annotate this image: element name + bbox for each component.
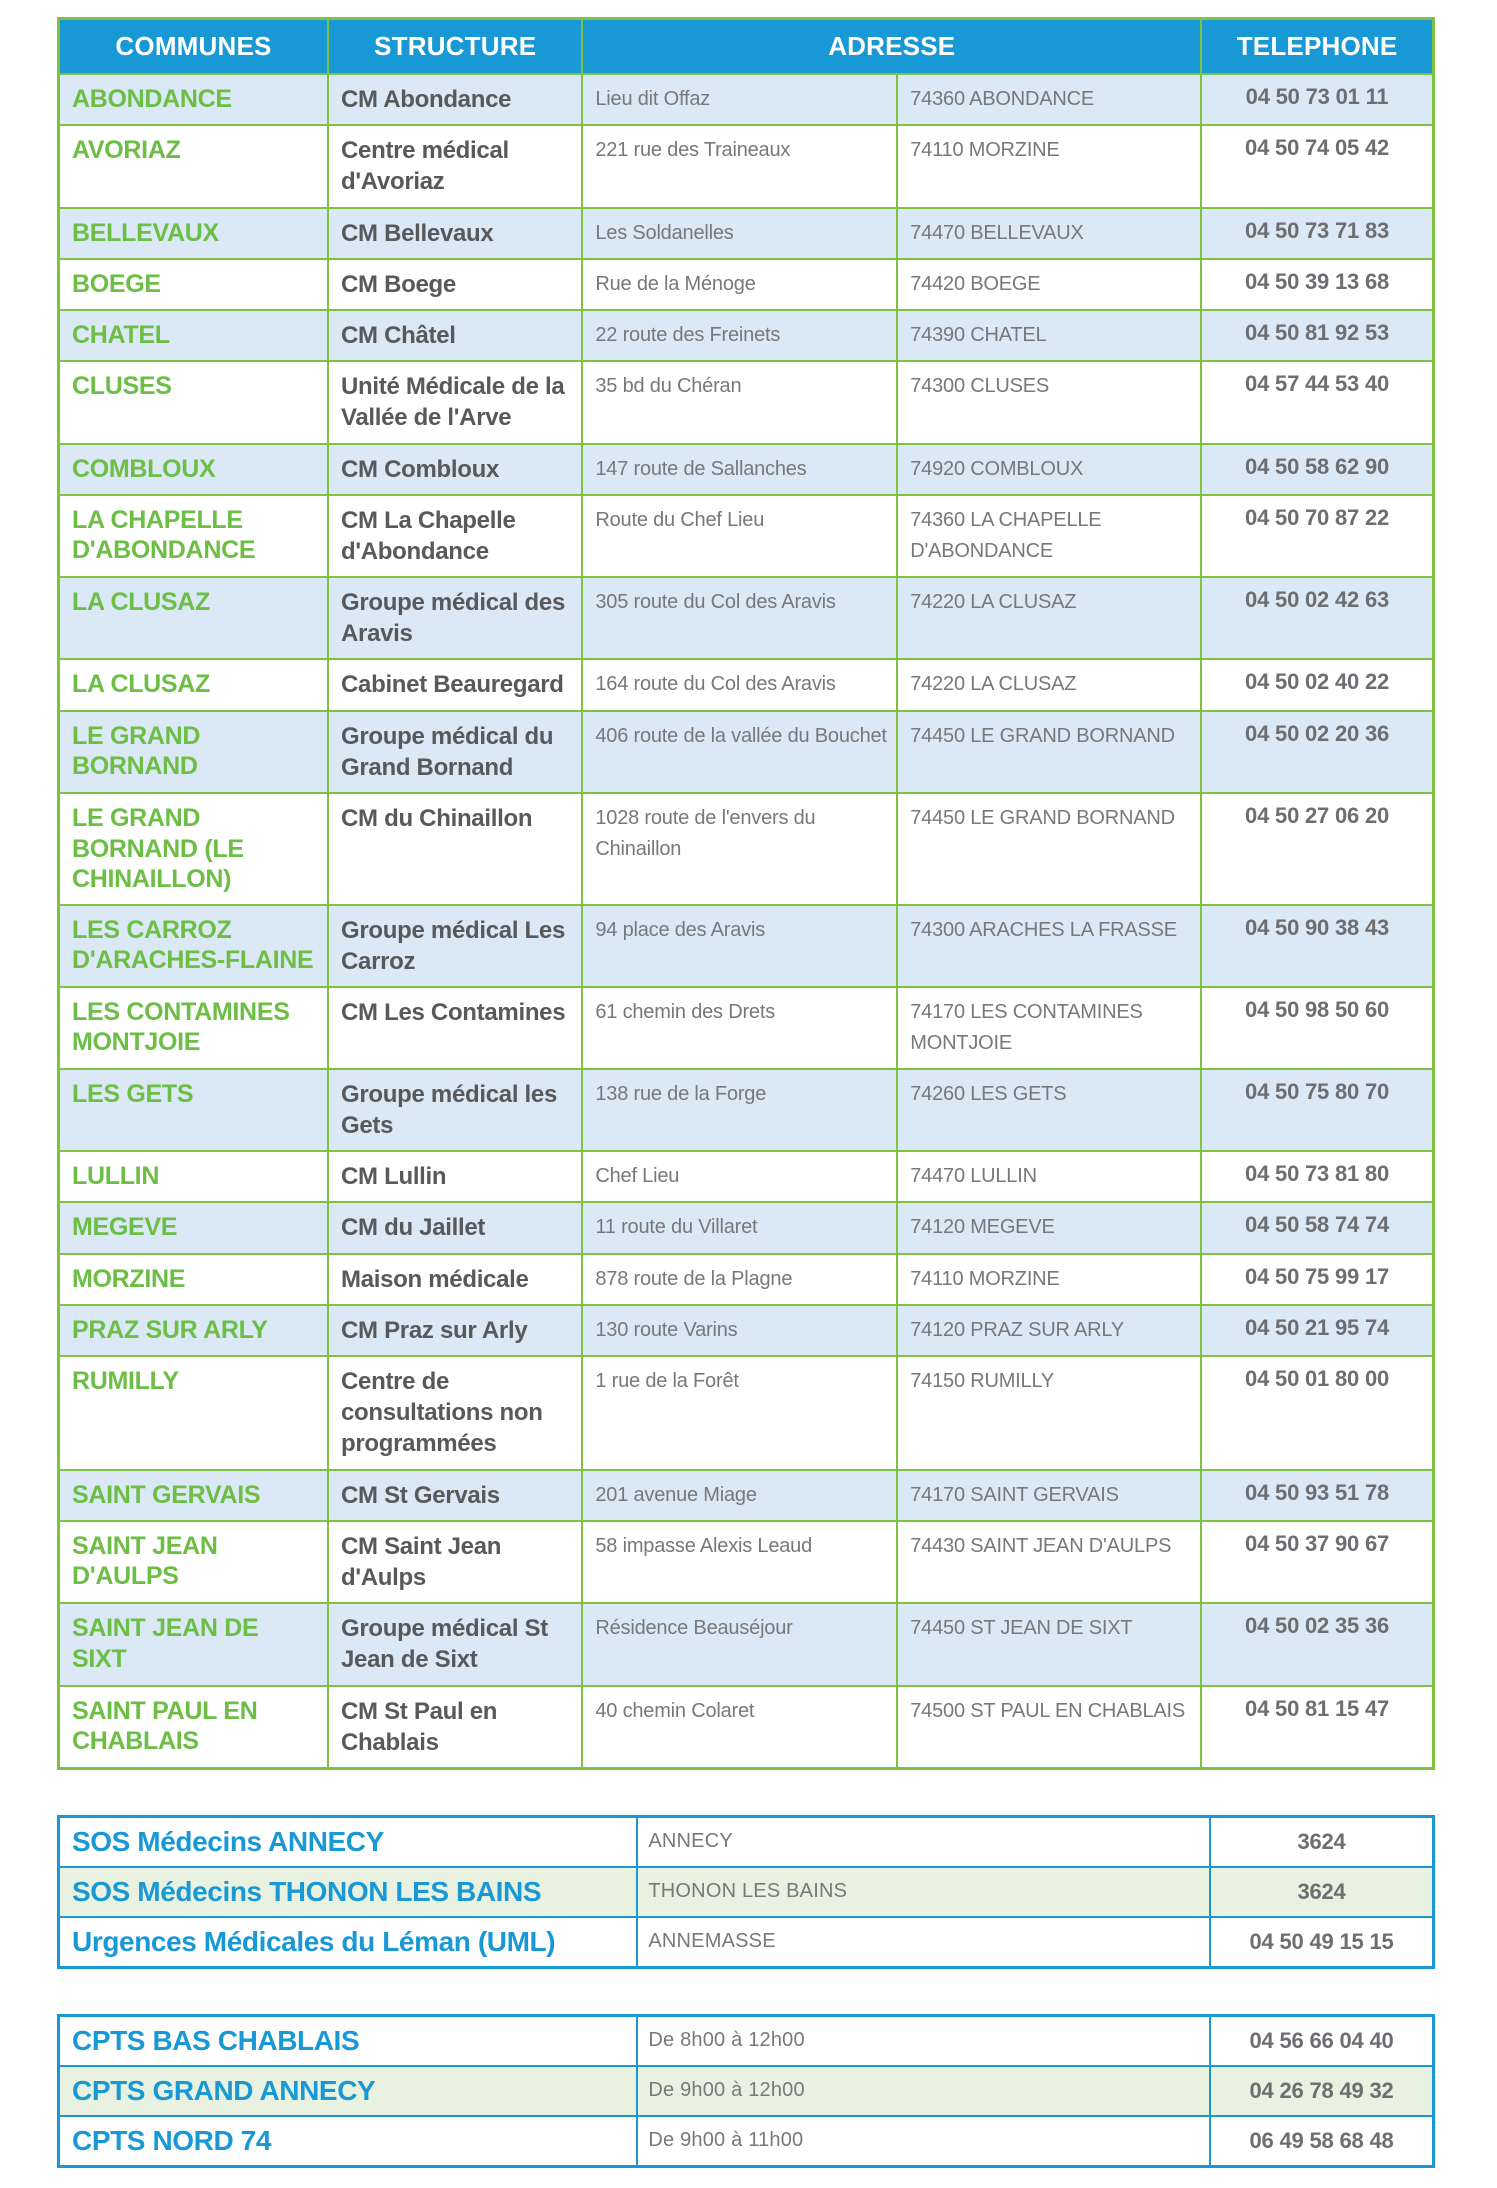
commune-cell: RUMILLY	[59, 1356, 329, 1470]
phone-cell: 04 50 58 74 74	[1201, 1202, 1433, 1253]
commune-cell: MORZINE	[59, 1254, 329, 1305]
street-cell: 130 route Varins	[582, 1305, 897, 1356]
street-cell: 221 rue des Traineaux	[582, 125, 897, 207]
commune-cell: BOEGE	[59, 259, 329, 310]
table-row	[59, 1867, 1434, 1917]
street-cell: 164 route du Col des Aravis	[582, 659, 897, 710]
phone-cell: 04 50 21 95 74	[1201, 1305, 1433, 1356]
structure-cell: Groupe médical des Aravis	[328, 577, 582, 659]
table-row	[59, 793, 1434, 905]
table-row	[59, 495, 1434, 577]
header-adresse: ADRESSE	[582, 19, 1201, 75]
org-name-cell: CPTS BAS CHABLAIS	[59, 2015, 638, 2066]
city-cell: 74390 CHATEL	[897, 310, 1201, 361]
structure-cell: Centre médical d'Avoriaz	[328, 125, 582, 207]
table-row	[59, 905, 1434, 987]
city-cell: 74470 LULLIN	[897, 1151, 1201, 1202]
structure-cell: CM du Chinaillon	[328, 793, 582, 905]
street-cell: 147 route de Sallanches	[582, 444, 897, 495]
header-structure: STRUCTURE	[328, 19, 582, 75]
structure-cell: Groupe médical St Jean de Sixt	[328, 1603, 582, 1685]
table-row	[59, 1069, 1434, 1151]
commune-cell: LA CLUSAZ	[59, 659, 329, 710]
city-cell: 74470 BELLEVAUX	[897, 208, 1201, 259]
structure-cell: Centre de consultations non programmées	[328, 1356, 582, 1470]
table-row	[59, 259, 1434, 310]
city-cell: 74170 LES CONTAMINES MONTJOIE	[897, 987, 1201, 1069]
street-cell: 58 impasse Alexis Leaud	[582, 1521, 897, 1603]
commune-cell: AVORIAZ	[59, 125, 329, 207]
structure-cell: CM Lullin	[328, 1151, 582, 1202]
street-cell: Rue de la Ménoge	[582, 259, 897, 310]
city-cell: 74220 LA CLUSAZ	[897, 659, 1201, 710]
structure-cell: Cabinet Beauregard	[328, 659, 582, 710]
structure-cell: CM Abondance	[328, 74, 582, 125]
org-city-cell: ANNECY	[637, 1816, 1210, 1867]
org-phone-cell: 04 26 78 49 32	[1210, 2066, 1433, 2116]
table-row	[59, 1151, 1434, 1202]
header-telephone: TELEPHONE	[1201, 19, 1433, 75]
table-row	[59, 1305, 1434, 1356]
street-cell: 22 route des Freinets	[582, 310, 897, 361]
street-cell: 11 route du Villaret	[582, 1202, 897, 1253]
commune-cell: LES CARROZ D'ARACHES-FLAINE	[59, 905, 329, 987]
street-cell: 94 place des Aravis	[582, 905, 897, 987]
commune-cell: LE GRAND BORNAND (LE CHINAILLON)	[59, 793, 329, 905]
org-name-cell: Urgences Médicales du Léman (UML)	[59, 1917, 638, 1968]
structure-cell: Groupe médical Les Carroz	[328, 905, 582, 987]
org-phone-cell: 04 50 49 15 15	[1210, 1917, 1433, 1968]
org-city-cell: De 8h00 à 12h00	[637, 2015, 1210, 2066]
street-cell: Les Soldanelles	[582, 208, 897, 259]
structure-cell: CM du Jaillet	[328, 1202, 582, 1253]
table-row	[59, 125, 1434, 207]
table-row	[59, 1686, 1434, 1769]
phone-cell: 04 50 01 80 00	[1201, 1356, 1433, 1470]
phone-cell: 04 50 70 87 22	[1201, 495, 1433, 577]
city-cell: 74360 ABONDANCE	[897, 74, 1201, 125]
city-cell: 74500 ST PAUL EN CHABLAIS	[897, 1686, 1201, 1769]
commune-cell: LA CLUSAZ	[59, 577, 329, 659]
commune-cell: LES GETS	[59, 1069, 329, 1151]
structure-cell: CM Bellevaux	[328, 208, 582, 259]
structure-cell: Groupe médical du Grand Bornand	[328, 711, 582, 793]
org-phone-cell: 04 56 66 04 40	[1210, 2015, 1433, 2066]
commune-cell: LULLIN	[59, 1151, 329, 1202]
commune-cell: CLUSES	[59, 361, 329, 443]
street-cell: Chef Lieu	[582, 1151, 897, 1202]
structure-cell: Groupe médical les Gets	[328, 1069, 582, 1151]
street-cell: Lieu dit Offaz	[582, 74, 897, 125]
phone-cell: 04 50 81 92 53	[1201, 310, 1433, 361]
table-row	[59, 1470, 1434, 1521]
table-row	[59, 1521, 1434, 1603]
city-cell: 74430 SAINT JEAN D'AULPS	[897, 1521, 1201, 1603]
org-city-cell: De 9h00 à 11h00	[637, 2116, 1210, 2167]
phone-cell: 04 50 27 06 20	[1201, 793, 1433, 905]
table-row	[59, 2116, 1434, 2167]
commune-cell: ABONDANCE	[59, 74, 329, 125]
phone-cell: 04 50 90 38 43	[1201, 905, 1433, 987]
phone-cell: 04 50 02 20 36	[1201, 711, 1433, 793]
city-cell: 74420 BOEGE	[897, 259, 1201, 310]
org-phone-cell: 06 49 58 68 48	[1210, 2116, 1433, 2167]
phone-cell: 04 50 73 81 80	[1201, 1151, 1433, 1202]
org-name-cell: CPTS GRAND ANNECY	[59, 2066, 638, 2116]
commune-cell: SAINT GERVAIS	[59, 1470, 329, 1521]
commune-cell: PRAZ SUR ARLY	[59, 1305, 329, 1356]
structure-cell: CM St Paul en Chablais	[328, 1686, 582, 1769]
city-cell: 74110 MORZINE	[897, 125, 1201, 207]
phone-cell: 04 50 75 80 70	[1201, 1069, 1433, 1151]
structure-cell: Unité Médicale de la Vallée de l'Arve	[328, 361, 582, 443]
table-row	[59, 1816, 1434, 1867]
street-cell: 61 chemin des Drets	[582, 987, 897, 1069]
table-row	[59, 310, 1434, 361]
org-phone-cell: 3624	[1210, 1867, 1433, 1917]
table-row	[59, 2066, 1434, 2116]
city-cell: 74450 LE GRAND BORNAND	[897, 793, 1201, 905]
phone-cell: 04 50 02 40 22	[1201, 659, 1433, 710]
table-row	[59, 1356, 1434, 1470]
medical-centers-table	[57, 17, 1435, 1770]
street-cell: 35 bd du Chéran	[582, 361, 897, 443]
org-name-cell: SOS Médecins ANNECY	[59, 1816, 638, 1867]
city-cell: 74300 CLUSES	[897, 361, 1201, 443]
street-cell: 305 route du Col des Aravis	[582, 577, 897, 659]
table-row	[59, 1254, 1434, 1305]
city-cell: 74260 LES GETS	[897, 1069, 1201, 1151]
city-cell: 74450 ST JEAN DE SIXT	[897, 1603, 1201, 1685]
phone-cell: 04 50 73 71 83	[1201, 208, 1433, 259]
phone-cell: 04 50 98 50 60	[1201, 987, 1433, 1069]
commune-cell: LE GRAND BORNAND	[59, 711, 329, 793]
phone-cell: 04 50 81 15 47	[1201, 1686, 1433, 1769]
city-cell: 74360 LA CHAPELLE D'ABONDANCE	[897, 495, 1201, 577]
table-row	[59, 361, 1434, 443]
phone-cell: 04 50 74 05 42	[1201, 125, 1433, 207]
org-name-cell: CPTS NORD 74	[59, 2116, 638, 2167]
structure-cell: Maison médicale	[328, 1254, 582, 1305]
structure-cell: CM Châtel	[328, 310, 582, 361]
city-cell: 74150 RUMILLY	[897, 1356, 1201, 1470]
org-city-cell: De 9h00 à 12h00	[637, 2066, 1210, 2116]
phone-cell: 04 50 39 13 68	[1201, 259, 1433, 310]
commune-cell: SAINT JEAN DE SIXT	[59, 1603, 329, 1685]
org-phone-cell: 3624	[1210, 1816, 1433, 1867]
commune-cell: CHATEL	[59, 310, 329, 361]
table-row	[59, 577, 1434, 659]
structure-cell: CM Les Contamines	[328, 987, 582, 1069]
phone-cell: 04 50 93 51 78	[1201, 1470, 1433, 1521]
structure-cell: CM Boege	[328, 259, 582, 310]
table-row	[59, 1603, 1434, 1685]
commune-cell: COMBLOUX	[59, 444, 329, 495]
street-cell: 1028 route de l'envers du Chinaillon	[582, 793, 897, 905]
org-city-cell: ANNEMASSE	[637, 1917, 1210, 1968]
org-name-cell: SOS Médecins THONON LES BAINS	[59, 1867, 638, 1917]
phone-cell: 04 57 44 53 40	[1201, 361, 1433, 443]
table-row	[59, 1917, 1434, 1968]
street-cell: 40 chemin Colaret	[582, 1686, 897, 1769]
street-cell: 406 route de la vallée du Bouchet	[582, 711, 897, 793]
table-row	[59, 74, 1434, 125]
street-cell: 201 avenue Miage	[582, 1470, 897, 1521]
table-row	[59, 444, 1434, 495]
table-header-row	[59, 19, 1434, 75]
table-row	[59, 711, 1434, 793]
city-cell: 74920 COMBLOUX	[897, 444, 1201, 495]
phone-cell: 04 50 37 90 67	[1201, 1521, 1433, 1603]
phone-cell: 04 50 73 01 11	[1201, 74, 1433, 125]
commune-cell: MEGEVE	[59, 1202, 329, 1253]
city-cell: 74110 MORZINE	[897, 1254, 1201, 1305]
commune-cell: SAINT JEAN D'AULPS	[59, 1521, 329, 1603]
commune-cell: BELLEVAUX	[59, 208, 329, 259]
table-row	[59, 2015, 1434, 2066]
phone-cell: 04 50 02 35 36	[1201, 1603, 1433, 1685]
city-cell: 74170 SAINT GERVAIS	[897, 1470, 1201, 1521]
table-row	[59, 987, 1434, 1069]
table-row	[59, 659, 1434, 710]
phone-cell: 04 50 58 62 90	[1201, 444, 1433, 495]
structure-cell: CM La Chapelle d'Abondance	[328, 495, 582, 577]
sos-medecins-table	[57, 1815, 1435, 1969]
city-cell: 74450 LE GRAND BORNAND	[897, 711, 1201, 793]
street-cell: Route du Chef Lieu	[582, 495, 897, 577]
commune-cell: LES CONTAMINES MONTJOIE	[59, 987, 329, 1069]
commune-cell: LA CHAPELLE D'ABONDANCE	[59, 495, 329, 577]
street-cell: 878 route de la Plagne	[582, 1254, 897, 1305]
header-communes: COMMUNES	[59, 19, 329, 75]
structure-cell: CM St Gervais	[328, 1470, 582, 1521]
city-cell: 74120 MEGEVE	[897, 1202, 1201, 1253]
street-cell: Résidence Beauséjour	[582, 1603, 897, 1685]
structure-cell: CM Praz sur Arly	[328, 1305, 582, 1356]
phone-cell: 04 50 75 99 17	[1201, 1254, 1433, 1305]
city-cell: 74300 ARACHES LA FRASSE	[897, 905, 1201, 987]
cpts-table	[57, 2014, 1435, 2168]
structure-cell: CM Saint Jean d'Aulps	[328, 1521, 582, 1603]
table-row	[59, 1202, 1434, 1253]
phone-cell: 04 50 02 42 63	[1201, 577, 1433, 659]
commune-cell: SAINT PAUL EN CHABLAIS	[59, 1686, 329, 1769]
structure-cell: CM Combloux	[328, 444, 582, 495]
street-cell: 1 rue de la Forêt	[582, 1356, 897, 1470]
table-row	[59, 208, 1434, 259]
city-cell: 74120 PRAZ SUR ARLY	[897, 1305, 1201, 1356]
org-city-cell: THONON LES BAINS	[637, 1867, 1210, 1917]
street-cell: 138 rue de la Forge	[582, 1069, 897, 1151]
city-cell: 74220 LA CLUSAZ	[897, 577, 1201, 659]
